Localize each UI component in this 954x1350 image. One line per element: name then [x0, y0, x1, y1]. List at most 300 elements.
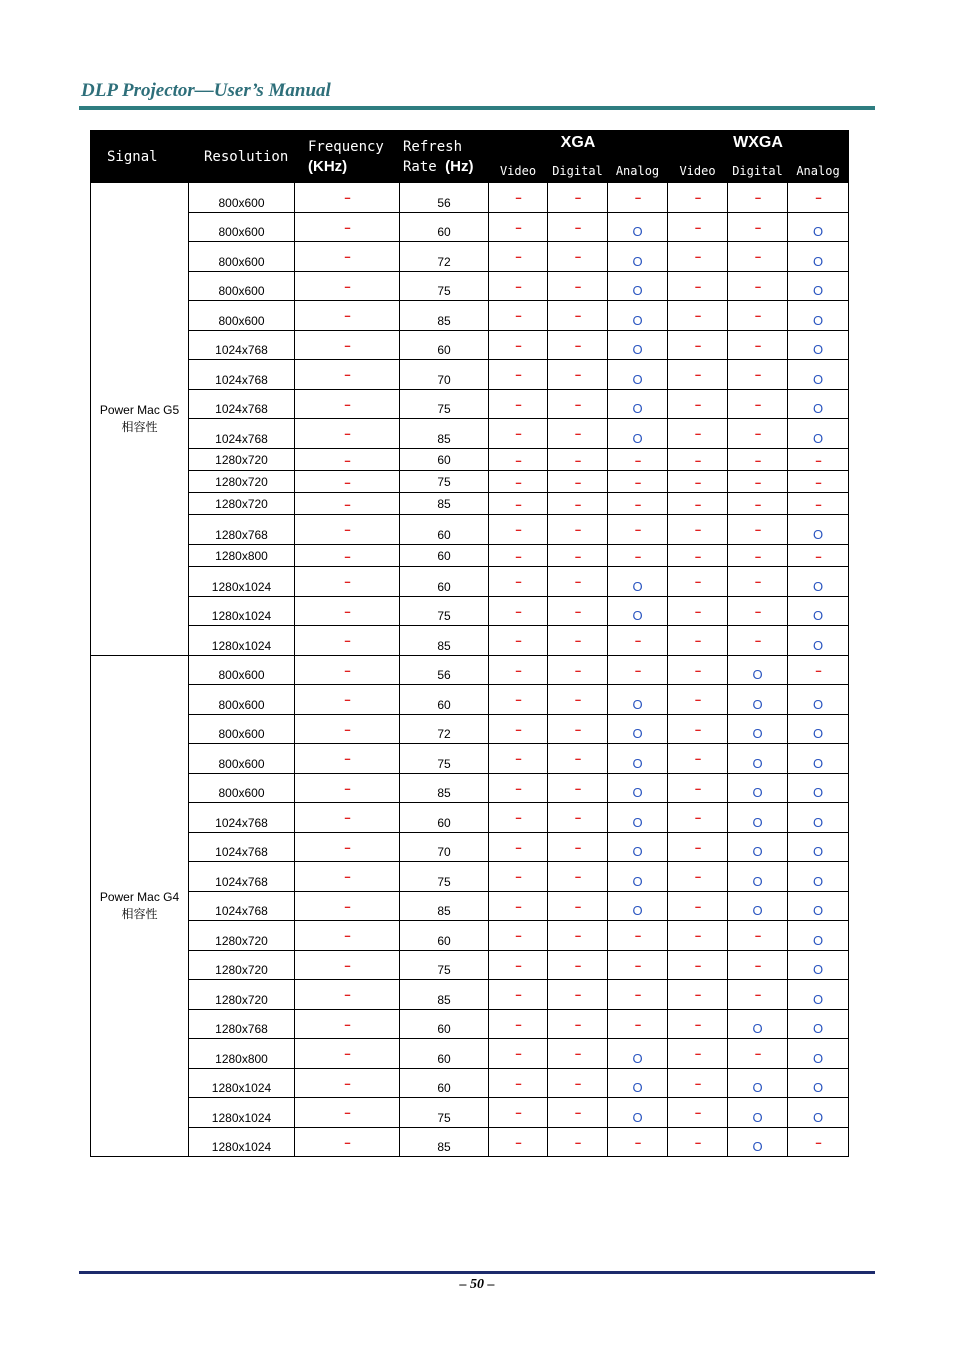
frequency-cell [295, 545, 400, 567]
refresh-value: 60 [437, 343, 451, 357]
unsupported-mark: -- [344, 989, 350, 1001]
wxga-digital-cell [728, 449, 788, 471]
unsupported-mark: -- [515, 1048, 521, 1060]
supported-mark: O [632, 844, 643, 859]
unsupported-mark: -- [344, 550, 350, 563]
unsupported-mark: -- [694, 842, 701, 854]
unsupported-mark: -- [344, 192, 350, 204]
supported-mark: O [812, 697, 824, 712]
supported-mark: O [632, 342, 643, 357]
wxga-video-cell [668, 626, 728, 656]
supported-mark: O [752, 903, 763, 918]
xga-analog-cell [608, 744, 668, 774]
refresh-cell [400, 744, 489, 774]
wxga-analog-cell [788, 1098, 849, 1128]
frequency-cell [295, 833, 400, 862]
resolution-value: 800x600 [218, 225, 265, 239]
unsupported-mark: -- [574, 930, 581, 942]
wxga-analog-cell [788, 515, 849, 545]
unsupported-mark: -- [694, 369, 701, 381]
unsupported-mark: -- [515, 1019, 521, 1031]
wxga-analog-cell [788, 921, 849, 951]
xga-video-cell [489, 419, 548, 449]
wxga-video-cell [668, 493, 728, 515]
supported-mark: O [812, 785, 824, 800]
xga-analog-cell [608, 390, 668, 419]
wxga-analog-cell [788, 685, 849, 715]
unsupported-mark: -- [515, 476, 521, 489]
xga-analog-cell [608, 803, 668, 833]
frequency-cell [295, 656, 400, 685]
xga-video-cell [489, 862, 548, 892]
resolution-value: 800x600 [218, 284, 265, 298]
resolution-value: 800x600 [218, 727, 265, 741]
supported-mark: O [752, 1139, 763, 1154]
unsupported-mark: -- [515, 498, 521, 511]
refresh-cell [400, 1039, 489, 1069]
wxga-analog-cell [788, 862, 849, 892]
frequency-cell [295, 774, 400, 803]
resolution-cell [189, 951, 295, 980]
unsupported-mark: -- [344, 842, 350, 854]
header-wxga-digital: Digital [728, 155, 788, 183]
unsupported-mark: -- [344, 1137, 350, 1149]
wxga-digital-cell [728, 242, 788, 272]
refresh-value: 85 [437, 904, 451, 918]
wxga-analog-cell [788, 493, 849, 515]
unsupported-mark: -- [694, 524, 701, 536]
resolution-cell [189, 331, 295, 360]
resolution-cell [189, 892, 295, 921]
unsupported-mark: -- [515, 960, 521, 972]
resolution-value: 1024x768 [215, 875, 268, 889]
wxga-video-cell [668, 656, 728, 685]
wxga-digital-cell [728, 183, 788, 213]
frequency-cell [295, 449, 400, 471]
wxga-digital-cell [728, 390, 788, 419]
wxga-analog-cell [788, 1069, 849, 1098]
resolution-cell [189, 656, 295, 685]
unsupported-mark: -- [344, 1078, 350, 1090]
unsupported-mark: -- [574, 606, 581, 618]
supported-mark: O [632, 224, 643, 239]
unsupported-mark: -- [815, 665, 821, 677]
xga-analog-cell [608, 685, 668, 715]
frequency-cell [295, 626, 400, 656]
supported-mark: O [632, 903, 643, 918]
resolution-cell [189, 449, 295, 471]
wxga-analog-cell [788, 567, 849, 597]
table-row [91, 921, 849, 951]
xga-analog-cell [608, 449, 668, 471]
supported-mark: O [752, 1080, 763, 1095]
unsupported-mark: -- [515, 1137, 521, 1149]
refresh-cell [400, 1098, 489, 1128]
unsupported-mark: -- [515, 1107, 521, 1119]
frequency-cell [295, 567, 400, 597]
unsupported-mark: -- [634, 550, 641, 563]
unsupported-mark: -- [515, 524, 521, 536]
supported-mark: O [812, 756, 824, 771]
xga-digital-cell [548, 1128, 608, 1157]
refresh-value: 56 [437, 196, 451, 210]
supported-mark: O [632, 874, 643, 889]
xga-analog-cell [608, 1098, 668, 1128]
table-row [91, 471, 849, 493]
table-row [91, 685, 849, 715]
xga-digital-cell [548, 567, 608, 597]
resolution-value: 1280x720 [215, 474, 268, 489]
table-row [91, 1128, 849, 1157]
wxga-digital-cell [728, 272, 788, 301]
refresh-value: 70 [437, 373, 451, 387]
wxga-video-cell [668, 471, 728, 493]
footer-rule [79, 1271, 875, 1274]
xga-analog-cell [608, 1039, 668, 1069]
xga-video-cell [489, 597, 548, 626]
refresh-cell [400, 360, 489, 390]
unsupported-mark: -- [574, 960, 581, 972]
unsupported-mark: -- [754, 251, 761, 263]
resolution-value: 1280x720 [215, 452, 268, 467]
unsupported-mark: -- [694, 454, 701, 467]
wxga-digital-cell [728, 951, 788, 980]
wxga-analog-cell [788, 360, 849, 390]
unsupported-mark: -- [754, 635, 761, 647]
wxga-video-cell [668, 980, 728, 1010]
unsupported-mark: -- [344, 369, 350, 381]
xga-video-cell [489, 656, 548, 685]
wxga-analog-cell [788, 715, 849, 744]
resolution-cell [189, 626, 295, 656]
unsupported-mark: -- [515, 399, 521, 411]
xga-video-cell [489, 980, 548, 1010]
wxga-analog-cell [788, 419, 849, 449]
xga-video-cell [489, 493, 548, 515]
wxga-digital-cell [728, 1010, 788, 1039]
xga-analog-cell [608, 951, 668, 980]
unsupported-mark: -- [754, 576, 761, 588]
xga-digital-cell [548, 803, 608, 833]
unsupported-mark: -- [574, 524, 581, 536]
unsupported-mark: -- [344, 812, 350, 824]
wxga-video-cell [668, 331, 728, 360]
header-frequency [295, 131, 400, 183]
unsupported-mark: -- [344, 1107, 350, 1119]
wxga-video-cell [668, 715, 728, 744]
wxga-analog-cell [788, 213, 849, 242]
supported-mark: O [812, 431, 824, 446]
frequency-cell [295, 685, 400, 715]
refresh-value: 75 [437, 757, 451, 771]
unsupported-mark: -- [344, 724, 350, 736]
supported-mark: O [812, 579, 824, 594]
unsupported-mark: -- [754, 310, 761, 322]
xga-digital-cell [548, 213, 608, 242]
wxga-video-cell [668, 1069, 728, 1098]
unsupported-mark: -- [574, 454, 581, 467]
supported-mark: O [812, 372, 824, 387]
refresh-cell [400, 242, 489, 272]
wxga-analog-cell [788, 545, 849, 567]
unsupported-mark: -- [634, 960, 641, 972]
resolution-cell [189, 567, 295, 597]
xga-digital-cell [548, 656, 608, 685]
frequency-cell [295, 390, 400, 419]
table-row [91, 656, 849, 685]
wxga-analog-cell [788, 744, 849, 774]
wxga-analog-cell [788, 449, 849, 471]
xga-video-cell [489, 892, 548, 921]
unsupported-mark: -- [344, 960, 350, 972]
refresh-value: 75 [437, 963, 451, 977]
unsupported-mark: -- [754, 192, 761, 204]
xga-digital-cell [548, 1010, 608, 1039]
xga-analog-cell [608, 515, 668, 545]
xga-video-cell [489, 545, 548, 567]
supported-mark: O [812, 254, 824, 269]
table-row [91, 1010, 849, 1039]
resolution-cell [189, 803, 295, 833]
table-row [91, 833, 849, 862]
refresh-value: 75 [437, 402, 451, 416]
xga-video-cell [489, 774, 548, 803]
header-refresh-unit: (Hz) [445, 157, 474, 175]
unsupported-mark: -- [515, 1078, 521, 1090]
supported-mark: O [632, 815, 643, 830]
refresh-cell [400, 1128, 489, 1157]
refresh-cell [400, 774, 489, 803]
unsupported-mark: -- [574, 753, 581, 765]
unsupported-mark: -- [344, 930, 350, 942]
refresh-value: 75 [437, 474, 451, 489]
header-refresh-rate [400, 131, 489, 183]
xga-analog-cell [608, 545, 668, 567]
wxga-video-cell [668, 272, 728, 301]
resolution-value: 1280x768 [215, 528, 268, 542]
refresh-value: 60 [437, 934, 451, 948]
refresh-cell [400, 597, 489, 626]
resolution-cell [189, 921, 295, 951]
wxga-analog-cell [788, 774, 849, 803]
unsupported-mark: -- [515, 606, 521, 618]
xga-video-cell [489, 685, 548, 715]
unsupported-mark: -- [815, 454, 821, 467]
refresh-cell [400, 685, 489, 715]
resolution-value: 1024x768 [215, 432, 268, 446]
wxga-digital-cell [728, 213, 788, 242]
xga-digital-cell [548, 980, 608, 1010]
xga-digital-cell [548, 515, 608, 545]
supported-mark: O [632, 608, 643, 623]
unsupported-mark: -- [815, 476, 821, 489]
resolution-cell [189, 744, 295, 774]
resolution-cell [189, 419, 295, 449]
supported-mark: O [752, 726, 763, 741]
table-row [91, 862, 849, 892]
unsupported-mark: -- [344, 428, 350, 440]
unsupported-mark: -- [344, 524, 350, 536]
resolution-value: 1024x768 [215, 845, 268, 859]
xga-analog-cell [608, 242, 668, 272]
refresh-value: 60 [437, 698, 451, 712]
xga-video-cell [489, 515, 548, 545]
supported-mark: O [812, 342, 824, 357]
resolution-value: 800x600 [218, 668, 265, 682]
refresh-cell [400, 272, 489, 301]
unsupported-mark: -- [344, 222, 350, 234]
unsupported-mark: -- [574, 369, 581, 381]
unsupported-mark: -- [515, 192, 521, 204]
wxga-video-cell [668, 183, 728, 213]
unsupported-mark: -- [574, 1107, 581, 1119]
resolution-value: 800x600 [218, 698, 265, 712]
document-title: DLP Projector—User’s Manual [81, 80, 331, 101]
wxga-analog-cell [788, 833, 849, 862]
wxga-analog-cell [788, 980, 849, 1010]
unsupported-mark: -- [344, 783, 350, 795]
unsupported-mark: -- [634, 665, 641, 677]
wxga-digital-cell [728, 892, 788, 921]
xga-analog-cell [608, 626, 668, 656]
xga-video-cell [489, 449, 548, 471]
xga-digital-cell [548, 774, 608, 803]
supported-mark: O [632, 431, 643, 446]
unsupported-mark: -- [515, 871, 521, 883]
header-refresh-label2: Rate [403, 158, 446, 175]
unsupported-mark: -- [815, 1137, 821, 1149]
unsupported-mark: -- [754, 340, 761, 352]
unsupported-mark: -- [344, 665, 350, 677]
xga-video-cell [489, 331, 548, 360]
frequency-cell [295, 951, 400, 980]
refresh-cell [400, 493, 489, 515]
resolution-value: 1024x768 [215, 402, 268, 416]
resolution-value: 1280x800 [215, 548, 268, 563]
supported-mark: O [812, 962, 824, 977]
xga-digital-cell [548, 419, 608, 449]
xga-analog-cell [608, 892, 668, 921]
unsupported-mark: -- [574, 989, 581, 1001]
unsupported-mark: -- [574, 428, 581, 440]
unsupported-mark: -- [574, 1137, 581, 1149]
unsupported-mark: -- [694, 428, 701, 440]
xga-video-cell [489, 301, 548, 331]
refresh-value: 70 [437, 845, 451, 859]
refresh-cell [400, 419, 489, 449]
resolution-cell [189, 1128, 295, 1157]
wxga-video-cell [668, 685, 728, 715]
frequency-cell [295, 597, 400, 626]
wxga-analog-cell [788, 242, 849, 272]
frequency-cell [295, 715, 400, 744]
xga-digital-cell [548, 272, 608, 301]
frequency-cell [295, 1010, 400, 1039]
unsupported-mark: -- [515, 635, 521, 647]
refresh-value: 56 [437, 668, 451, 682]
unsupported-mark: -- [634, 930, 641, 942]
resolution-value: 1280x1024 [211, 639, 272, 653]
refresh-value: 60 [437, 548, 451, 563]
frequency-cell [295, 301, 400, 331]
xga-digital-cell [548, 685, 608, 715]
unsupported-mark: -- [574, 222, 581, 234]
wxga-analog-cell [788, 1039, 849, 1069]
wxga-analog-cell [788, 301, 849, 331]
refresh-value: 72 [437, 255, 451, 269]
resolution-cell [189, 272, 295, 301]
supported-mark: O [812, 1080, 824, 1095]
unsupported-mark: -- [694, 1107, 701, 1119]
xga-digital-cell [548, 744, 608, 774]
wxga-video-cell [668, 360, 728, 390]
unsupported-mark: -- [634, 1019, 641, 1031]
frequency-cell [295, 1039, 400, 1069]
unsupported-mark: -- [694, 192, 701, 204]
unsupported-mark: -- [574, 812, 581, 824]
supported-mark: O [812, 726, 824, 741]
xga-analog-cell [608, 597, 668, 626]
wxga-analog-cell [788, 1010, 849, 1039]
header-resolution: Resolution [189, 131, 295, 183]
resolution-cell [189, 213, 295, 242]
supported-mark: O [752, 874, 763, 889]
supported-mark: O [632, 579, 643, 594]
supported-mark: O [632, 726, 643, 741]
unsupported-mark: -- [515, 724, 521, 736]
frequency-cell [295, 1128, 400, 1157]
wxga-analog-cell [788, 471, 849, 493]
unsupported-mark: -- [574, 1048, 581, 1060]
unsupported-mark: -- [694, 310, 701, 322]
refresh-value: 60 [437, 1052, 451, 1066]
xga-digital-cell [548, 183, 608, 213]
unsupported-mark: -- [344, 753, 350, 765]
refresh-cell [400, 301, 489, 331]
unsupported-mark: -- [694, 694, 701, 706]
xga-video-cell [489, 626, 548, 656]
wxga-digital-cell [728, 515, 788, 545]
xga-analog-cell [608, 656, 668, 685]
refresh-cell [400, 892, 489, 921]
xga-analog-cell [608, 715, 668, 744]
wxga-analog-cell [788, 183, 849, 213]
unsupported-mark: -- [574, 724, 581, 736]
unsupported-mark: -- [754, 222, 761, 234]
xga-digital-cell [548, 951, 608, 980]
xga-video-cell [489, 1039, 548, 1069]
unsupported-mark: -- [574, 192, 581, 204]
refresh-value: 75 [437, 1111, 451, 1125]
xga-digital-cell [548, 471, 608, 493]
xga-digital-cell [548, 626, 608, 656]
unsupported-mark: -- [634, 989, 641, 1001]
xga-digital-cell [548, 1069, 608, 1098]
supported-mark: O [812, 815, 824, 830]
unsupported-mark: -- [694, 251, 701, 263]
unsupported-mark: -- [694, 550, 701, 563]
resolution-value: 800x600 [218, 255, 265, 269]
xga-analog-cell [608, 331, 668, 360]
unsupported-mark: -- [815, 192, 821, 204]
wxga-analog-cell [788, 951, 849, 980]
resolution-value: 800x600 [218, 196, 265, 210]
xga-digital-cell [548, 597, 608, 626]
wxga-video-cell [668, 515, 728, 545]
resolution-cell [189, 471, 295, 493]
supported-mark: O [812, 313, 824, 328]
unsupported-mark: -- [574, 901, 581, 913]
